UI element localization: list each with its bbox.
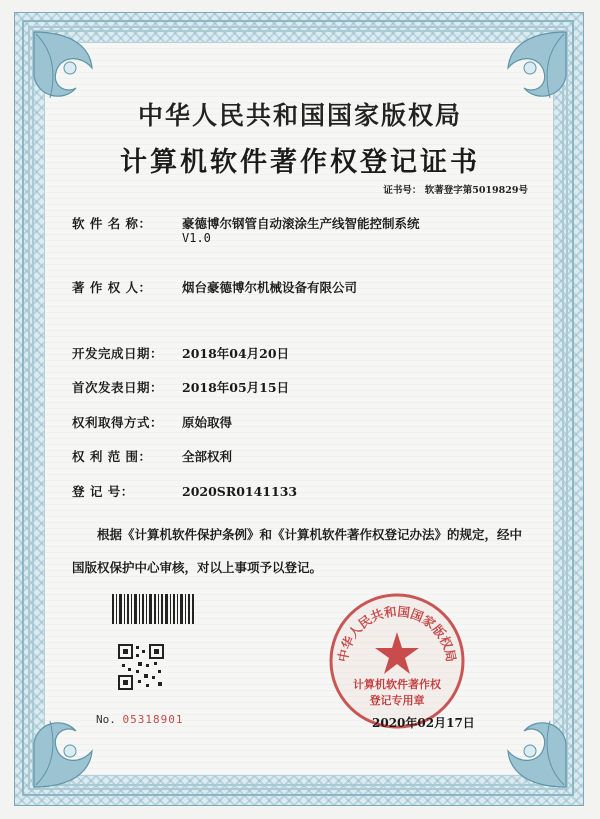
owner-row xyxy=(72,278,357,296)
registration-row xyxy=(72,482,297,500)
scope-row xyxy=(72,447,232,465)
owner-value: 烟台豪德博尔机械设备有限公司 xyxy=(182,280,358,295)
dev-date-label: 开发完成日期： xyxy=(72,346,164,361)
registration-value: 2020SR0141133 xyxy=(182,484,298,499)
acquisition-label: 权利取得方式： xyxy=(72,415,164,430)
qr-code-icon xyxy=(118,644,164,690)
issue-date: 2020年02月17日 xyxy=(372,716,475,730)
serial-number-value: 05318901 xyxy=(122,713,184,726)
official-seal-icon xyxy=(326,590,468,732)
scope-label: 权 利 范 围： xyxy=(72,449,152,464)
corner-ornament-icon xyxy=(478,707,570,791)
software-name-value: 豪德博尔钢管自动滚涂生产线智能控制系统 xyxy=(182,216,420,231)
software-name-label: 软 件 名 称： xyxy=(72,216,152,231)
owner-label: 著 作 权 人： xyxy=(72,280,152,295)
software-version: V1.0 xyxy=(182,231,211,245)
issuing-authority: 中华人民共和国国家版权局 xyxy=(137,101,462,130)
dev-date-row xyxy=(72,344,289,362)
scope-value: 全部权利 xyxy=(182,449,233,464)
acquisition-row xyxy=(72,413,232,431)
serial-number xyxy=(96,713,183,726)
seal-line-2: 登记专用章 xyxy=(369,694,425,707)
certification-statement: 根据《计算机软件保护条例》和《计算机软件著作权登记办法》的规定，经中国版权保护中心审核，对以上事项予以登记。 xyxy=(72,527,523,575)
software-name-row xyxy=(72,214,420,232)
certificate-number: 证书号： 软著登字第5019829号 xyxy=(383,185,528,196)
seal-ring-text: 中华人民共和国国家版权局 xyxy=(334,603,460,664)
dev-date-value: 2018年04月20日 xyxy=(182,346,290,361)
acquisition-value: 原始取得 xyxy=(182,415,233,430)
pub-date-value: 2018年05月15日 xyxy=(182,380,290,395)
serial-number-label: No. xyxy=(96,713,116,726)
barcode-icon xyxy=(112,594,194,624)
pub-date-label: 首次发表日期： xyxy=(72,380,164,395)
registration-label: 登 记 号： xyxy=(72,484,134,499)
certificate-title: 计算机软件著作权登记证书 xyxy=(120,147,480,178)
seal-line-1: 计算机软件著作权 xyxy=(353,678,441,691)
pub-date-row xyxy=(72,378,289,396)
